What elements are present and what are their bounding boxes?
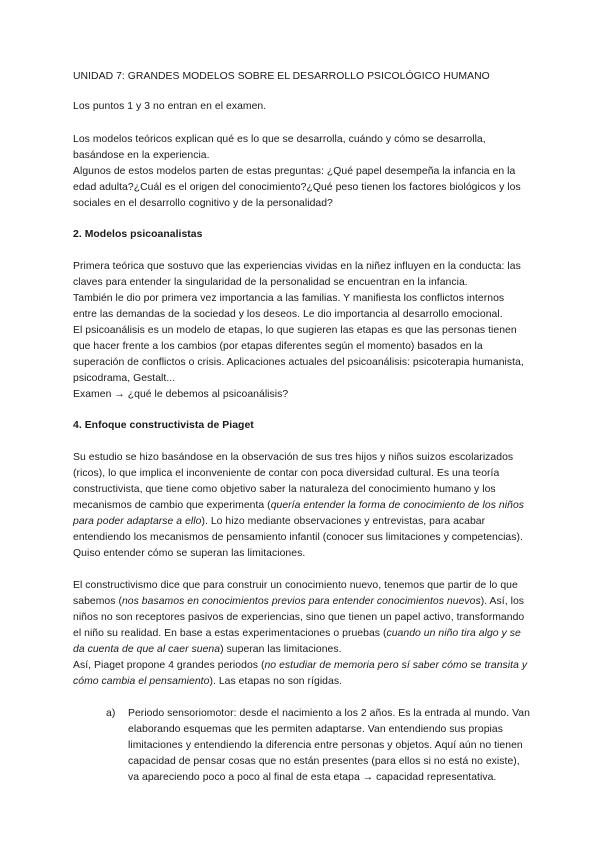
document-title: UNIDAD 7: GRANDES MODELOS SOBRE EL DESARROLLO PSICOLÓGICO HUMANO (73, 71, 490, 82)
italic-run: cuando un niño tira algo y se da cuenta de que al caer suena (73, 628, 521, 655)
list-item-text: Periodo sensoriomotor: desde el nacimiento a los 2 años. Es la entrada al mundo. Van elaborando esquemas que les permiten adaptarse. Van entendiendo sus propias limitaciones y entendiendo la diferencia entre personas y objetos. Aquí aún no tienen capacidad de pensar cosas que no están presentes (para ellos si no está no existe), va apareciendo poco a poco al final de esta etapa → capacidad representativa. (128, 708, 530, 783)
italic-run: nos basamos en conocimientos previos para entender conocimientos nuevos (121, 596, 481, 607)
italic-run: quería entender la forma de conocimiento de los niños para poder adaptarse a ello (73, 500, 525, 527)
text-run: El constructivismo dice que para construir un conocimiento nuevo, tenemos que partir de lo que sabemos ( (73, 580, 518, 607)
text-run: ). Así, los niños no son receptores pasivos de experiencias, sino que tienen un papel activo, transformando el niño su realidad. En base a estas experimentaciones o pruebas ( (73, 596, 525, 639)
text-run: ). Lo hizo mediante observaciones y entrevistas, para acabar entendiendo los mecanismos de pensamiento infantil (conocer sus limitaciones y competencias). Quiso entender cómo se superan las limitaciones. (73, 516, 523, 559)
intro-paragraph-1: Los modelos teóricos explican qué es lo que se desarrolla, cuándo y cómo se desarrolla, basándose en la experiencia. (73, 134, 486, 161)
section-4-paragraph-1 (73, 450, 530, 562)
section-2-heading: 2. Modelos psicoanalistas (73, 229, 203, 240)
section-2-paragraph-1: Primera teórica que sostuvo que las experiencias vividas en la niñez influyen en la conducta: las claves para entender la singularidad de la personalidad se encuentran en la infancia. (73, 261, 521, 288)
exam-note: Los puntos 1 y 3 no entran en el examen. (73, 101, 267, 112)
section-4-paragraph-3 (73, 658, 530, 690)
section-4-heading: 4. Enfoque constructivista de Piaget (73, 420, 254, 431)
text-run: Su estudio se hizo basándose en la observación de sus tres hijos y niños suizos escolarizados (ricos), lo que implica el inconveniente de contar con poca diversidad cultural. Es una teoría constructivista, que tiene como objetivo saber la naturaleza del conocimiento humano y los mecanismos de cambio que experimenta ( (73, 452, 514, 511)
intro-paragraph-2: Algunos de estos modelos parten de estas preguntas: ¿Qué papel desempeña la infancia en la edad adulta?¿Cuál es el origen del conocimiento?¿Qué peso tienen los factores biológicos y los sociales en el desarrollo cognitivo y de la personalidad? (73, 166, 521, 209)
text-run: Así, Piaget propone 4 grandes periodos ( (73, 660, 265, 671)
section-4-paragraph-2 (73, 578, 530, 658)
section-2-paragraph-2: También le dio por primera vez importancia a las familias. Y manifiesta los conflictos internos entre las demandas de la sociedad y los deseos. Le dio importancia al desarrollo emocional. (73, 293, 505, 320)
section-2-paragraph-3: El psicoanálisis es un modelo de etapas, lo que sugieren las etapas es que las personas tienen que hacer frente a los cambios (por etapas diferentes según el momento) basados en la superación de conflictos o crisis. Aplicaciones actuales del psicoanálisis: psicoterapia humanista, psicodrama, Gestalt... (73, 325, 524, 384)
italic-run: no estudiar de memoria pero sí saber cómo se transita y cómo cambia el pensamiento (73, 660, 528, 687)
section-2-paragraph-4: Examen → ¿qué le debemos al psicoanálisis? (73, 389, 289, 400)
list-item (73, 706, 530, 786)
text-run: ). Las etapas no son rígidas. (209, 676, 343, 687)
list-marker: a) (106, 708, 116, 719)
text-run: ) superan las limitaciones. (220, 644, 342, 655)
